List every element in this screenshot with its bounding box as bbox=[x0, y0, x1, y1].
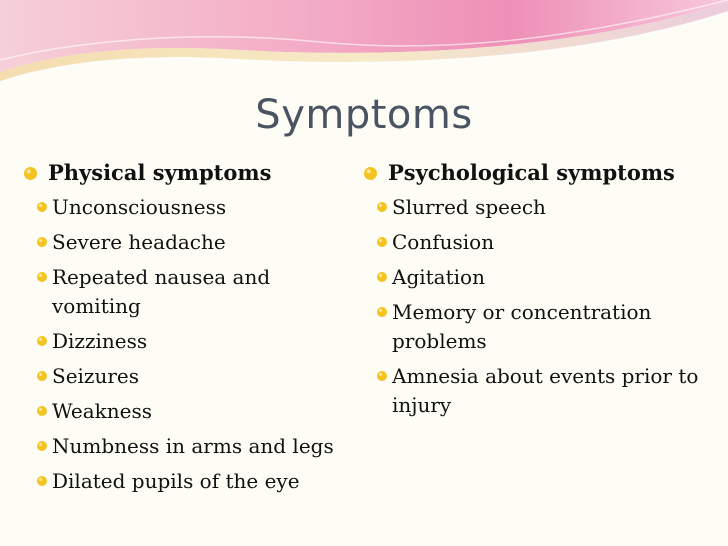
heading-label: Psychological symptoms bbox=[388, 160, 675, 185]
list-item-label: Slurred speech bbox=[392, 195, 546, 219]
physical-symptoms-list bbox=[24, 193, 364, 496]
list-item-label: Memory or concentration problems bbox=[392, 300, 652, 353]
slide-title: Symptoms bbox=[255, 92, 473, 138]
list-item bbox=[24, 263, 364, 321]
list-item-label: Confusion bbox=[392, 230, 495, 254]
list-item-label: Dizziness bbox=[52, 329, 148, 353]
list-item bbox=[24, 327, 364, 356]
physical-symptoms-column bbox=[24, 158, 364, 502]
bullet-icon bbox=[377, 202, 387, 212]
bullet-icon bbox=[37, 237, 47, 247]
psychological-symptoms-column bbox=[364, 158, 714, 426]
bullet-icon bbox=[37, 272, 47, 282]
list-item bbox=[24, 397, 364, 426]
bullet-icon bbox=[37, 202, 47, 212]
list-item-label: Repeated nausea and vomiting bbox=[52, 265, 271, 318]
bullet-icon bbox=[37, 476, 47, 486]
list-item bbox=[364, 228, 714, 257]
psychological-symptoms-heading bbox=[364, 158, 714, 188]
decorative-banner bbox=[0, 0, 728, 90]
bullet-icon bbox=[377, 237, 387, 247]
bullet-icon bbox=[37, 336, 47, 346]
list-item-label: Amnesia about events prior to injury bbox=[392, 364, 699, 417]
bullet-icon bbox=[37, 441, 47, 451]
list-item bbox=[24, 228, 364, 257]
psychological-symptoms-list bbox=[364, 193, 714, 420]
list-item bbox=[24, 362, 364, 391]
bullet-icon bbox=[37, 371, 47, 381]
list-item bbox=[364, 362, 714, 420]
physical-symptoms-heading bbox=[24, 158, 364, 188]
list-item bbox=[24, 432, 364, 461]
list-item-label: Severe headache bbox=[52, 230, 226, 254]
list-item bbox=[24, 193, 364, 222]
list-item-label: Numbness in arms and legs bbox=[52, 434, 334, 458]
bullet-icon bbox=[377, 272, 387, 282]
heading-label: Physical symptoms bbox=[48, 160, 272, 185]
bullet-icon bbox=[364, 167, 377, 180]
list-item bbox=[364, 193, 714, 222]
list-item bbox=[24, 467, 364, 496]
list-item-label: Agitation bbox=[392, 265, 485, 289]
list-item-label: Seizures bbox=[52, 364, 140, 388]
list-item-label: Dilated pupils of the eye bbox=[52, 469, 300, 493]
bullet-icon bbox=[24, 167, 37, 180]
list-item bbox=[364, 263, 714, 292]
bullet-icon bbox=[37, 406, 47, 416]
list-item bbox=[364, 298, 714, 356]
list-item-label: Weakness bbox=[52, 399, 153, 423]
bullet-icon bbox=[377, 307, 387, 317]
list-item-label: Unconsciousness bbox=[52, 195, 227, 219]
bullet-icon bbox=[377, 371, 387, 381]
